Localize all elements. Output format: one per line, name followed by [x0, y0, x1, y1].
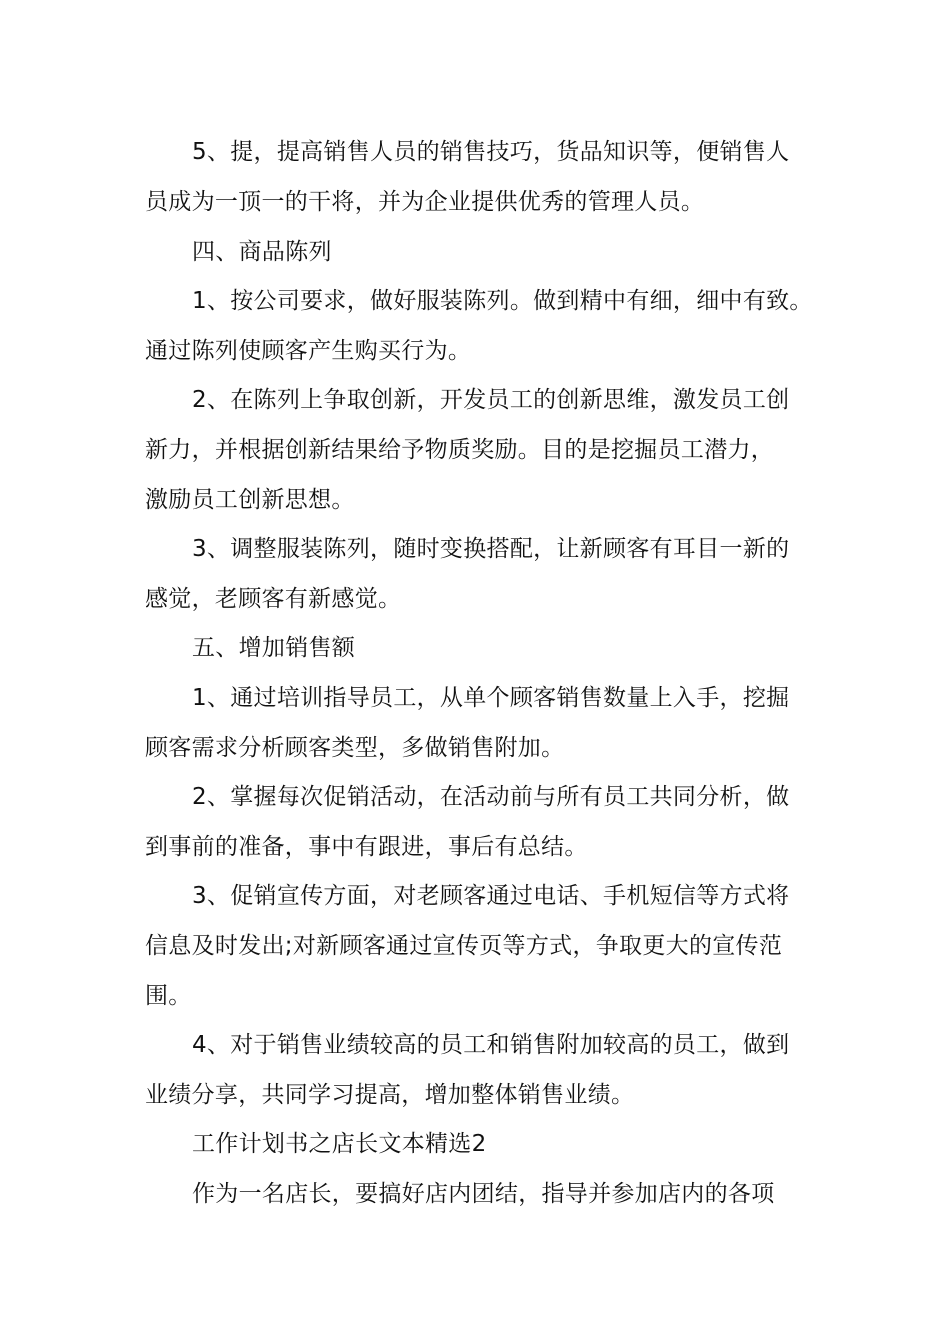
paragraph-line: 2、掌握每次促销活动，在活动前与所有员工共同分析，做 — [192, 784, 790, 810]
paragraph-line: 5、提，提高销售人员的销售技巧，货品知识等，便销售人 — [192, 139, 790, 165]
paragraph-line: 新力，并根据创新结果给予物质奖励。目的是挖掘员工潜力， — [145, 437, 775, 463]
paragraph-line: 激励员工创新思想。 — [145, 487, 355, 513]
paragraph-line: 围。 — [145, 983, 192, 1009]
paragraph-line: 4、对于销售业绩较高的员工和销售附加较高的员工，做到 — [192, 1032, 790, 1058]
paragraph-line: 信息及时发出;对新顾客通过宣传页等方式，争取更大的宣传范 — [145, 933, 783, 959]
paragraph-line: 通过陈列使顾客产生购买行为。 — [145, 338, 472, 364]
paragraph-line: 3、促销宣传方面，对老顾客通过电话、手机短信等方式将 — [192, 883, 790, 909]
paragraph-line: 感觉，老顾客有新感觉。 — [145, 586, 402, 612]
paragraph-line: 作为一名店长，要搞好店内团结，指导并参加店内的各项 — [192, 1181, 775, 1207]
section-heading: 四、商品陈列 — [192, 239, 332, 265]
section-title: 工作计划书之店长文本精选2 — [192, 1131, 487, 1157]
paragraph-line: 到事前的准备，事中有跟进，事后有总结。 — [145, 834, 588, 860]
paragraph-line: 1、按公司要求，做好服装陈列。做到精中有细，细中有致。 — [192, 288, 813, 314]
paragraph-line: 3、调整服装陈列，随时变换搭配，让新顾客有耳目一新的 — [192, 536, 790, 562]
paragraph-line: 顾客需求分析顾客类型，多做销售附加。 — [145, 735, 565, 761]
paragraph-line: 员成为一顶一的干将，并为企业提供优秀的管理人员。 — [145, 189, 705, 215]
paragraph-line: 业绩分享，共同学习提高，增加整体销售业绩。 — [145, 1082, 635, 1108]
paragraph-line: 1、通过培训指导员工，从单个顾客销售数量上入手，挖掘 — [192, 685, 790, 711]
section-heading: 五、增加销售额 — [192, 635, 356, 661]
paragraph-line: 2、在陈列上争取创新，开发员工的创新思维，激发员工创 — [192, 387, 790, 413]
